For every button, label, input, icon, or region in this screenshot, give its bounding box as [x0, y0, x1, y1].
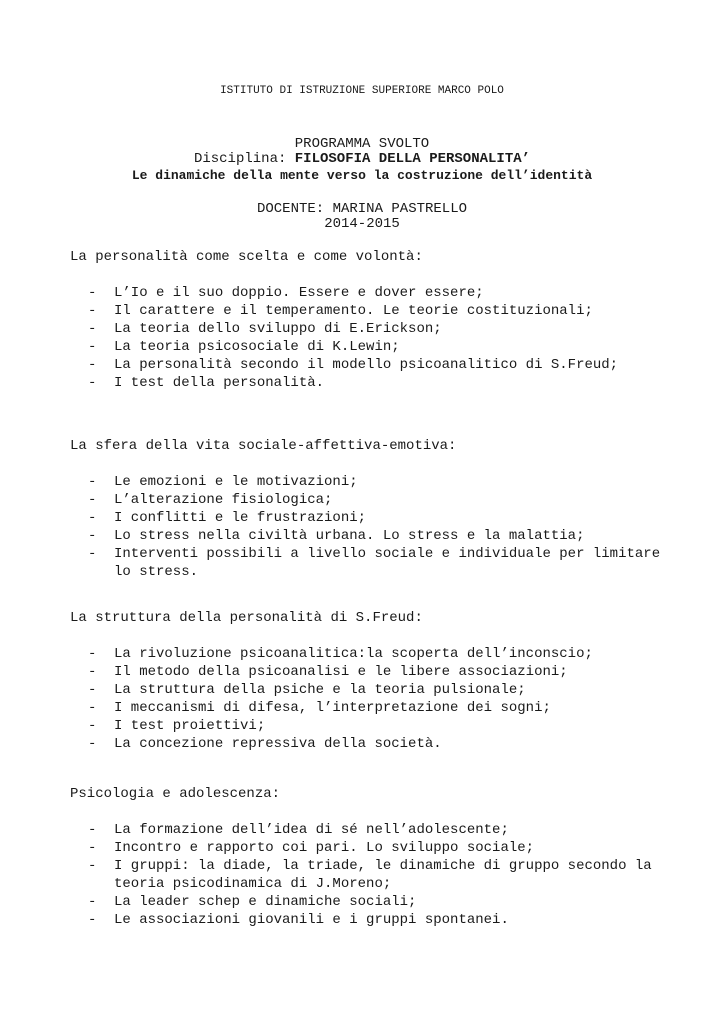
- list-item-text: Le emozioni e le motivazioni;: [114, 474, 358, 490]
- list-item-text: La teoria dello sviluppo di E.Erickson;: [114, 321, 442, 337]
- bullet-dash: -: [88, 858, 97, 874]
- section-list: [88, 821, 710, 929]
- section-title: La personalità come scelta e come volontà:: [70, 249, 423, 265]
- list-item: [88, 645, 674, 663]
- list-item-text: La rivoluzione psicoanalitica:la scoperta dell’inconscio;: [114, 646, 593, 662]
- bullet-dash: -: [88, 664, 97, 680]
- discipline-name: FILOSOFIA DELLA PERSONALITA’: [294, 151, 531, 167]
- list-item-text: Interventi possibili a livello sociale e individuale per limitare lo stress.: [114, 546, 661, 580]
- list-item-text: La personalità secondo il modello psicoanalitico di S.Freud;: [114, 357, 619, 373]
- school-year: 2014-2015: [324, 216, 400, 232]
- section-title: Psicologia e adolescenza:: [70, 786, 281, 802]
- bullet-dash: -: [88, 321, 97, 337]
- list-item-text: Il metodo della psicoanalisi e le libere associazioni;: [114, 664, 568, 680]
- list-item: [88, 302, 674, 320]
- subtitle: Le dinamiche della mente verso la costruzione dell’identità: [131, 168, 593, 183]
- list-item: [88, 338, 674, 356]
- section-title: La sfera della vita sociale-affettiva-emotiva:: [70, 438, 457, 454]
- list-item: [88, 284, 674, 302]
- section-freud-structure: [70, 609, 710, 753]
- bullet-dash: -: [88, 546, 97, 562]
- list-item: [88, 473, 674, 491]
- bullet-dash: -: [88, 822, 97, 838]
- list-item-text: L’Io e il suo doppio. Essere e dover essere;: [114, 285, 484, 301]
- institute-name: ISTITUTO DI ISTRUZIONE SUPERIORE MARCO POLO: [220, 85, 504, 97]
- list-item-text: La formazione dell’idea di sé nell’adolescente;: [114, 822, 509, 838]
- list-item: [88, 857, 674, 893]
- bullet-dash: -: [88, 510, 97, 526]
- list-item: [88, 545, 674, 581]
- list-item: [88, 717, 674, 735]
- bullet-dash: -: [88, 492, 97, 508]
- section-personality-choice: [70, 248, 710, 392]
- bullet-dash: -: [88, 736, 97, 752]
- list-item-text: I test della personalità.: [114, 375, 325, 391]
- list-item-text: La teoria psicosociale di K.Lewin;: [114, 339, 400, 355]
- bullet-dash: -: [88, 474, 97, 490]
- discipline-prefix: Disciplina:: [193, 151, 295, 167]
- section-list: [88, 284, 710, 392]
- bullet-dash: -: [88, 718, 97, 734]
- list-item: [88, 821, 674, 839]
- list-item: [88, 699, 674, 717]
- list-item: [88, 911, 674, 929]
- list-item: [88, 893, 674, 911]
- list-item-text: I gruppi: la diade, la triade, le dinamiche di gruppo secondo la teoria psicodinamica di J.Moreno;: [114, 858, 652, 892]
- section-social-affective: [70, 437, 710, 581]
- list-item-text: I meccanismi di difesa, l’interpretazione dei sogni;: [114, 700, 551, 716]
- list-item: [88, 527, 674, 545]
- bullet-dash: -: [88, 528, 97, 544]
- teacher: DOCENTE: MARINA PASTRELLO: [256, 201, 468, 217]
- list-item-text: Incontro e rapporto coi pari. Lo sviluppo sociale;: [114, 840, 535, 856]
- section-list: [88, 645, 710, 753]
- list-item-text: La leader schep e dinamiche sociali;: [114, 894, 417, 910]
- list-item: [88, 663, 674, 681]
- list-item-text: La struttura della psiche e la teoria pulsionale;: [114, 682, 526, 698]
- list-item: [88, 735, 674, 753]
- bullet-dash: -: [88, 700, 97, 716]
- list-item-text: Lo stress nella civiltà urbana. Lo stress e la malattia;: [114, 528, 585, 544]
- program-title: PROGRAMMA SVOLTO: [294, 136, 430, 152]
- bullet-dash: -: [88, 682, 97, 698]
- list-item-text: I test proiettivi;: [114, 718, 266, 734]
- list-item: [88, 356, 674, 374]
- list-item-text: L’alterazione fisiologica;: [114, 492, 333, 508]
- list-item: [88, 839, 674, 857]
- section-title: La struttura della personalità di S.Freud:: [70, 610, 423, 626]
- list-item: [88, 320, 674, 338]
- bullet-dash: -: [88, 894, 97, 910]
- list-item: [88, 491, 674, 509]
- list-item-text: Le associazioni giovanili e i gruppi spontanei.: [114, 912, 509, 928]
- list-item-text: La concezione repressiva della società.: [114, 736, 442, 752]
- section-adolescence: [70, 785, 710, 929]
- section-list: [88, 473, 710, 581]
- list-item: [88, 681, 674, 699]
- bullet-dash: -: [88, 375, 97, 391]
- bullet-dash: -: [88, 646, 97, 662]
- bullet-dash: -: [88, 912, 97, 928]
- list-item: [88, 509, 674, 527]
- bullet-dash: -: [88, 840, 97, 856]
- list-item-text: Il carattere e il temperamento. Le teorie costituzionali;: [114, 303, 593, 319]
- bullet-dash: -: [88, 357, 97, 373]
- bullet-dash: -: [88, 285, 97, 301]
- list-item-text: I conflitti e le frustrazioni;: [114, 510, 367, 526]
- bullet-dash: -: [88, 303, 97, 319]
- bullet-dash: -: [88, 339, 97, 355]
- list-item: [88, 374, 674, 392]
